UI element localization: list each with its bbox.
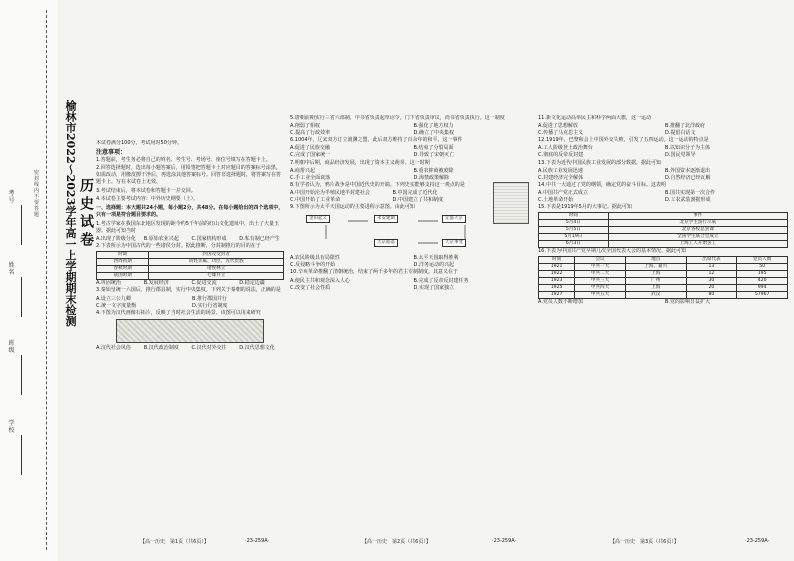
note-item: 1.答题前，考生务必将自己的姓名、考生号、考场号、座位号填写在答题卡上。 — [96, 157, 271, 164]
table-row: 1927 中共五大 武汉 80 57967 — [539, 292, 788, 299]
question-4: 4.下图为汉代画像石拓片，反映了当时社会生活的场景。该图可以用来研究 — [96, 309, 261, 316]
q10-option-a: A.使民主共和观念深入人心 — [290, 277, 350, 284]
q7-option-c: C.手工业全面衰落 — [290, 174, 331, 181]
q3-option-a: A.设立三公九卿 — [96, 295, 131, 302]
q13-option-d: D.自然经济已经瓦解 — [665, 174, 711, 181]
page-3-code: ·23-259A· — [745, 538, 770, 544]
question-11: 11.新文化运动高举民主和科学两面大旗，这一运动 — [538, 115, 651, 121]
page-3-footer: 【高一历史 第3页（共6页）】 — [610, 539, 679, 545]
q6-option-a: A.促进了民族交融 — [290, 145, 330, 152]
page-2 — [290, 115, 533, 535]
q5-option-a: A.削弱了相权 — [290, 123, 320, 130]
table-row: 春秋时期 诸侯林立 — [97, 266, 284, 273]
table-row: 5月4日 北京学生游行示威 — [539, 220, 788, 227]
flow-box: 天京陷落 — [374, 239, 398, 247]
seal-hint: 密封线内不要答题 — [34, 170, 40, 218]
flow-diagram — [290, 213, 533, 253]
q14-option-b: B.国共实现第一次合作 — [665, 189, 716, 196]
q4-option-c: C.汉代对外交往 — [191, 344, 227, 351]
flow-box: 天京事变 — [442, 239, 466, 247]
question-7: 7.明朝中后期，商品经济发展，出现了资本主义萌芽。这一时期 — [290, 159, 430, 166]
q9-option-d: D.洋务运动的兴起 — [413, 262, 454, 269]
table-header: 党员人数 — [737, 257, 788, 264]
q16-option-b: B.党的影响日益扩大 — [665, 299, 711, 306]
question-10: 10.辛亥革命推翻了清朝统治，结束了两千多年的君主专制制度。其意义在于 — [290, 269, 458, 276]
q8-option-d: D.中国建立了共和制度 — [392, 197, 443, 204]
seal-line — [46, 10, 47, 550]
q2-option-a: A.巩固统治 — [96, 280, 121, 287]
q12-option-a: A.工人阶级登上政治舞台 — [538, 145, 593, 152]
q11-option-a: A.促进了思想解放 — [538, 123, 578, 130]
field-label-school: 学校 — [8, 420, 15, 434]
field-label-class: 班级 — [8, 340, 15, 354]
q4-option-b: B.汉代政治制度 — [143, 344, 179, 351]
q5-option-b: B.强化了地方权力 — [413, 123, 454, 130]
exam-subject: 历史试卷 — [78, 178, 94, 250]
page-2-code: ·23-259A· — [492, 538, 517, 544]
q12-option-b: B.以知识分子为主体 — [665, 145, 711, 152]
field-line-school — [21, 435, 22, 475]
question-2: 2.下表所示为中国古代的一些诸侯分封。据此推断，分封制推行的目的在于 — [96, 243, 261, 250]
q3-option-c: C.统一文字度量衡 — [96, 302, 137, 309]
table-header: 时期 — [97, 252, 149, 259]
page-2-footer: 【高一历史 第2页（共6页）】 — [362, 539, 431, 545]
q13-option-b: B.外国资本逐渐退出 — [665, 167, 711, 174]
table-row: 6月3日 上海工人开始罢工 — [539, 241, 788, 248]
q9-option-a: A.农民阶级具有局限性 — [290, 255, 340, 262]
q10-option-d: D.实现了国家独立 — [413, 284, 454, 291]
q3-option-b: B.推行郡国并行 — [192, 295, 228, 302]
q8-option-c: C.中国开始了工业革命 — [290, 197, 341, 204]
page-1-footer: 【高一历史 第1页（共6页）】 — [140, 539, 209, 545]
q5-option-c: C.提高了行政效率 — [290, 130, 331, 137]
table-header: 事件 — [608, 213, 787, 220]
table-row: 西周初期 同姓亲属、功臣、先代贵族 — [97, 259, 284, 266]
table-header: 会议 — [575, 257, 626, 264]
q14-option-a: A.中国共产党正式成立 — [538, 189, 588, 196]
question-14: 14.中共一大通过了党的纲领，确定党的奋斗目标。这表明 — [538, 181, 666, 188]
exam-title: 榆林市2022～2023学年高一上学期期末检测 — [64, 100, 77, 327]
q11-option-c: C.传播了马克思主义 — [538, 130, 584, 137]
q9-option-c: C.反侵略斗争的开始 — [290, 262, 336, 269]
question-5: 5.唐朝前期实行三省六部制，中书省负责起草诏令，门下省负责审议，尚书省负责执行。这一制度 — [290, 115, 505, 121]
table-row: 1921 中共一大 上海、嘉兴 13 50 — [539, 264, 788, 271]
q4-option-a: A.汉代社会风俗 — [96, 344, 131, 351]
question-9: 9.下图所示为太平天国运动的主要进程示意图。由此可知 — [290, 204, 415, 211]
q8-option-b: B.中国完成了近代化 — [392, 189, 438, 196]
q1-option-d: D.私有制已经产生 — [239, 236, 280, 243]
table-row: 1925 中共四大 上海 20 994 — [539, 285, 788, 292]
field-label-kaohao: 考号 — [8, 190, 15, 204]
q4-option-d: D.汉代思想文化 — [239, 344, 275, 351]
q12-option-d: D.国民党领导 — [665, 152, 696, 159]
section-heading: 一、选择题：本大题共24小题，每小题2分，共48分。在每小题给出的四个选项中，只有一项是符合题目要求的。 — [96, 204, 284, 218]
q14-option-d: D.工农武装割据形成 — [665, 197, 711, 204]
question-1: 1.考古学家在我国东北地区发现的距今约5千年前的红山文化遗址中，出土了大量玉器。据此可知当时 — [96, 220, 279, 235]
q15-table — [538, 212, 788, 248]
note-item: 2.回答选择题时，选出每小题答案后，用铅笔把答题卡上对应题目的答案标号涂黑。如需改动，用橡皮擦干净后，再选涂其他答案标号。回答非选择题时，将答案写在答题卡上。写在本试卷上无效。 — [96, 165, 282, 186]
question-15: 15.下表是1919年5月的大事记。据此可知 — [538, 204, 632, 211]
q12-option-c: C.彻底的反帝反封建 — [538, 152, 584, 159]
q11-option-d: D.提倡白话文 — [665, 130, 696, 137]
page-3 — [538, 115, 788, 535]
field-line-class — [21, 355, 22, 395]
q13-option-a: A.民族工业发展迅速 — [538, 167, 583, 174]
q1-option-a: A.出现了阶级分化 — [96, 236, 136, 243]
table-row: 5月19日 全国学生联合会成立 — [539, 234, 788, 241]
q16-option-a: A.党员人数不断增加 — [538, 299, 583, 306]
rubbing-image — [116, 319, 264, 343]
question-6: 6.1004年，辽宋双方订立澶渊之盟，此后双方维持了百余年的和平。这一事件 — [290, 137, 463, 144]
flow-box: 永安建制 — [374, 215, 398, 223]
q9-option-b: B.太平天国取得胜利 — [413, 255, 459, 262]
q2-table — [96, 251, 284, 280]
question-16: 16.下表为中国共产党早期几次全国代表大会的基本情况。据此可知 — [538, 248, 686, 255]
table-header: 出席代表 — [686, 257, 737, 264]
q6-option-c: C.完成了国家统一 — [290, 152, 331, 159]
flow-box: 定都天京 — [442, 215, 466, 223]
page-1-code: ·23-259A· — [245, 538, 270, 544]
q8-option-a: A.中国开始沦为半殖民地半封建社会 — [290, 189, 370, 196]
note-item: 3.考试结束后，将本试卷和答题卡一并交回。 — [96, 187, 196, 194]
question-3: 3.秦始皇统一六国后，推行郡县制，实行中央集权。下列关于秦朝的说法，正确的是 — [96, 287, 281, 294]
q2-option-d: D.稳定边疆 — [239, 280, 265, 287]
q2-option-b: B.发展经济 — [143, 280, 169, 287]
flow-box: 金田起义 — [306, 215, 330, 223]
table-row: 5月5日 北京各校总罢课 — [539, 227, 788, 234]
table-header: 时间 — [539, 257, 575, 264]
table-header: 地点 — [625, 257, 686, 264]
q10-option-c: C.改变了社会性质 — [290, 284, 331, 291]
field-line-name — [21, 277, 22, 317]
q1-option-b: B.原始农业兴起 — [143, 236, 179, 243]
binding-strip — [0, 0, 58, 561]
q16-table — [538, 256, 788, 299]
q13-option-c: C.封建经济完全解体 — [538, 174, 584, 181]
field-line-kaohao — [21, 205, 22, 245]
page-1 — [96, 140, 284, 535]
q7-option-a: A.商帮兴起 — [290, 167, 315, 174]
question-12: 12.1919年，巴黎和会上中国外交失败，引发了五四运动。这一运动的特点是 — [538, 137, 709, 144]
exam-info: 本试卷满分100分，考试用时50分钟。 — [96, 140, 182, 146]
q10-option-b: B.完成了反帝反封建任务 — [413, 277, 469, 284]
field-label-name: 姓名 — [8, 262, 15, 276]
q3-option-d: D.实行行省制度 — [192, 302, 228, 309]
q7-option-b: B.重农抑商被废除 — [413, 167, 454, 174]
q11-option-b: B.推翻了北洋政府 — [665, 123, 706, 130]
q6-option-d: D.导致了宋朝灭亡 — [413, 152, 454, 159]
q1-option-c: C.国家机构形成 — [191, 236, 227, 243]
q2-option-c: C.促进交流 — [191, 280, 217, 287]
q7-option-d: D.海禁政策解除 — [413, 174, 449, 181]
question-8: 8.有学者认为，鸦片战争是中国近代史的开端。下列史实能够支持这一观点的是 — [290, 181, 465, 188]
question-13: 13.下表为近代中国民族工业发展的部分数据。据此可知 — [538, 159, 661, 166]
q14-option-c: C.土地革命开始 — [538, 197, 574, 204]
table-row: 战国时期 七雄并立 — [97, 273, 284, 280]
notes-title: 注意事项： — [96, 149, 127, 157]
table-header: 时间 — [539, 213, 609, 220]
note-item: 4.本试卷主要考试内容：中外历史纲要（上）。 — [96, 195, 199, 202]
table-row: 1923 中共三大 广州 30 420 — [539, 278, 788, 285]
table-header: 封国及受封者 — [149, 252, 284, 259]
q5-option-d: D.确立了中央集权 — [413, 130, 454, 137]
table-row: 1922 中共二大 上海 12 195 — [539, 271, 788, 278]
q6-option-b: B.结束了分裂局面 — [413, 145, 454, 152]
